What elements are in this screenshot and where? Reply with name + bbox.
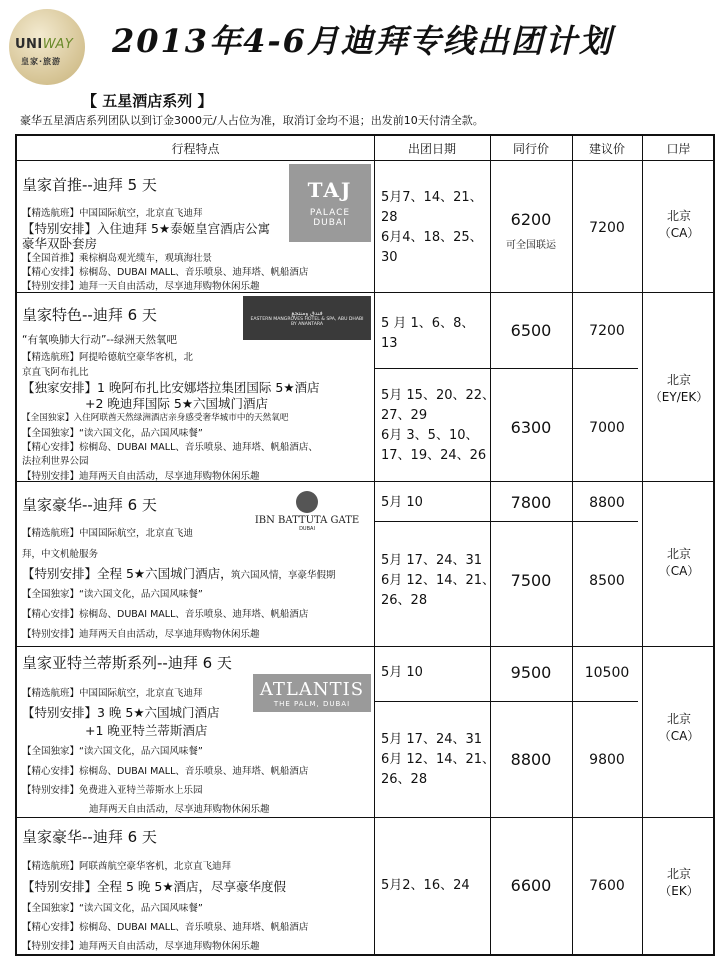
package-line: 【全国独家】“读六国文化，品六国风味餐” [22, 903, 203, 914]
departure-port [644, 372, 714, 406]
package-line: 【全国独家】入住阿联酋天然绿洲酒店亲身感受奢华城市中的天然氧吧 [22, 413, 289, 423]
port-city: 北京 [666, 373, 691, 387]
package-line: 【精心安排】棕榈岛、DUBAI MALL、音乐喷泉、迪拜塔、帆船酒店 [22, 267, 309, 278]
suggested-price: 8800 [589, 495, 625, 511]
hotel-logo-sub: PALACE [309, 208, 351, 218]
hotel-logo-sub: فندق ومنتجع [291, 309, 323, 317]
hotel-logo-sub: DUBAI [313, 218, 347, 228]
port-airline: （CA） [658, 226, 700, 240]
trade-price: 6200 [510, 210, 552, 229]
package-title: 皇家豪华--迪拜 6 天 [22, 496, 157, 514]
header-suggest-price: 建议价 [588, 142, 625, 156]
package-line: 【特别安排】迪拜一天自由活动，尽享迪拜购物休闲乐趣 [22, 281, 260, 292]
hotel-logo-name: EASTERN MANGROVES HOTEL & SPA, ABU DHABI [250, 316, 364, 322]
package-line: 【精选航班】阿提哈德航空豪华客机，北 [22, 352, 194, 363]
package-line: 【特别安排】全程 5 晚 5★酒店，尽享豪华度假 [22, 879, 287, 894]
date-line: 26、28 [381, 772, 428, 787]
date-line: 5月 10 [381, 495, 423, 510]
ibn-battuta-hotel-logo [249, 488, 365, 534]
package-line: “有氧唤肺大行动”--绿洲天然氧吧 [22, 334, 177, 346]
package-line: 【特别安排】免费进入亚特兰蒂斯水上乐园 [22, 785, 203, 796]
trade-price: 9500 [510, 663, 552, 682]
date-line: 30 [381, 250, 398, 265]
table-divider [374, 136, 375, 954]
hotel-logo-sub: BY ANANTARA [290, 321, 324, 327]
package-line: 【全国独家】“读六国文化，品六国风味餐” [22, 428, 203, 439]
table-divider [374, 368, 638, 369]
date-line: 5月 17、24、31 [381, 553, 483, 568]
package-line: 【精心安排】棕榈岛、DUBAI MALL、音乐喷泉、迪拜塔、帆船酒店、 [22, 442, 318, 453]
table-divider [642, 136, 643, 954]
suggested-price: 9800 [589, 752, 625, 768]
trade-price: 6500 [510, 321, 552, 340]
port-city: 北京 [666, 712, 691, 726]
package-line: 【精选航班】中国国际航空，北京直飞迪 [22, 528, 194, 539]
taj-hotel-logo [289, 164, 371, 242]
date-line: 6月 3、5、10、 [381, 428, 479, 443]
package-line: 法拉利世界公园 [22, 456, 89, 467]
hotel-logo-sub: THE PALM, DUBAI [273, 699, 351, 708]
departure-dates [381, 314, 474, 354]
trade-price: 6600 [510, 876, 552, 895]
package-line: 【精心安排】棕榈岛、DUBAI MALL、音乐喷泉、迪拜塔、帆船酒店 [22, 766, 309, 777]
table-divider [17, 646, 713, 647]
package-line: 【全国独家】“读六国文化，品六国风味餐” [22, 589, 203, 600]
package-line: 【精选航班】中国国际航空，北京直飞迪拜 [22, 688, 203, 699]
port-city: 北京 [666, 867, 691, 881]
departure-port [644, 546, 714, 580]
table-divider [490, 136, 491, 954]
port-city: 北京 [666, 547, 691, 561]
header-port: 口岸 [666, 142, 691, 156]
package-line: 京直飞阿布扎比 [22, 367, 89, 378]
date-line: 5月2、16、24 [381, 878, 470, 893]
port-airline: （EY/EK） [649, 390, 709, 404]
suggested-price: 8500 [589, 573, 625, 589]
brand-tagline: 皇家·旅游 [21, 57, 62, 66]
departure-dates [381, 551, 495, 611]
port-airline: （EK） [659, 884, 699, 898]
suggested-price: 7200 [589, 323, 625, 339]
package-title: 皇家亚特兰蒂斯系列--迪拜 6 天 [22, 654, 232, 672]
package-line: 【精心安排】棕榈岛、DUBAI MALL、音乐喷泉、迪拜塔、帆船酒店 [22, 922, 309, 933]
series-heading: 【 五星酒店系列 】 [82, 92, 213, 110]
departure-dates [381, 386, 495, 466]
departure-port [644, 208, 714, 242]
port-airline: （CA） [658, 729, 700, 743]
package-line: 【特别安排】3 晚 5★六国城门酒店 [22, 705, 220, 720]
date-line: 5 月 1、6、8、 [381, 316, 475, 331]
port-city: 北京 [666, 209, 691, 223]
package-line: 【独家安排】1 晚阿布扎比安娜塔拉集团国际 5★酒店 [22, 380, 320, 395]
departure-port [644, 866, 714, 900]
package-title: 皇家豪华--迪拜 6 天 [22, 828, 157, 846]
package-title: 皇家首推--迪拜 5 天 [22, 176, 157, 194]
package-line: 迪拜两天自由活动，尽享迪拜购物休闲乐趣 [89, 804, 270, 815]
table-divider [374, 521, 638, 522]
suggested-price: 7000 [589, 420, 625, 436]
departure-dates [381, 730, 495, 790]
date-line: 5月 17、24、31 [381, 732, 483, 747]
package-line: 拜，中文机舱服务 [22, 549, 99, 560]
package-line: 【全国独家】“读六国文化，品六国风味餐” [22, 746, 203, 757]
date-line: 6月 12、14、21、 [381, 573, 496, 588]
brand-logo-text: UNIWAY [15, 37, 74, 52]
eastern-mangroves-hotel-logo [243, 296, 371, 340]
itinerary-table [15, 134, 715, 956]
booking-note: 豪华五星酒店系列团队以到订金3000元/人占位为准，取消订金均不退；出发前10天付清全款。 [20, 114, 484, 127]
package-line: +1 晚亚特兰蒂斯酒店 [85, 723, 208, 738]
hotel-logo-sub: DUBAI [299, 525, 315, 532]
package-line: 【精选航班】中国国际航空，北京直飞迪拜 [22, 208, 203, 219]
package-line: 【特别安排】入住迪拜 5★泰姬皇宫酒店公寓 [22, 221, 271, 236]
date-line: 27、29 [381, 408, 428, 423]
date-line: 6月 12、14、21、 [381, 752, 496, 767]
header-itinerary: 行程特点 [171, 142, 220, 156]
atlantis-hotel-logo [253, 674, 371, 712]
package-line: 【特别安排】迪拜两天自由活动，尽享迪拜购物休闲乐趣 [22, 471, 260, 482]
date-line: 5月7、14、21、 [381, 190, 483, 205]
package-line: 【精选航班】阿联酋航空豪华客机，北京直飞迪拜 [22, 861, 232, 872]
suggested-price: 7600 [589, 878, 625, 894]
date-line: 26、28 [381, 593, 428, 608]
package-line: 【特别安排】全程 5★六国城门酒店， [22, 566, 233, 581]
trade-price: 6300 [510, 418, 552, 437]
brand-logo [9, 9, 85, 85]
table-divider [17, 160, 713, 161]
date-line: 13 [381, 336, 398, 351]
hotel-logo-name: IBN BATTUTA GATE [254, 514, 360, 526]
page-title: 2013年4-6月迪拜专线出团计划 [112, 22, 613, 60]
departure-dates [381, 876, 470, 896]
price-note: 可全国联运 [506, 240, 556, 251]
date-line: 17、19、24、26 [381, 448, 487, 463]
table-divider [572, 136, 573, 954]
hotel-logo-name: TAJ [307, 178, 353, 202]
package-title: 皇家特色--迪拜 6 天 [22, 306, 157, 324]
hotel-logo-name: ATLANTIS [259, 678, 365, 700]
departure-dates [381, 663, 423, 683]
date-line: 5月 15、20、22、 [381, 388, 496, 403]
package-line: 豪华双卧套房 [22, 236, 98, 251]
port-airline: （CA） [658, 564, 700, 578]
suggested-price: 10500 [584, 665, 630, 681]
package-line: 筑六国风情，享豪华假期 [231, 570, 336, 581]
package-line: 【特别安排】迪拜两天自由活动，尽享迪拜购物休闲乐趣 [22, 629, 260, 640]
date-line: 6月4、18、25、 [381, 230, 483, 245]
trade-price: 8800 [510, 750, 552, 769]
date-line: 5月 10 [381, 665, 423, 680]
departure-dates [381, 188, 483, 268]
table-divider [17, 292, 713, 293]
departure-dates [381, 493, 423, 513]
package-line: 【特别安排】迪拜两天自由活动，尽享迪拜购物休闲乐趣 [22, 941, 260, 952]
header-trade-price: 同行价 [512, 142, 549, 156]
trade-price: 7500 [510, 571, 552, 590]
header-dates: 出团日期 [407, 142, 456, 156]
package-line: +2 晚迪拜国际 5★六国城门酒店 [85, 396, 269, 411]
departure-port [644, 711, 714, 745]
trade-price: 7800 [510, 493, 552, 512]
table-divider [17, 817, 713, 818]
suggested-price: 7200 [589, 220, 625, 236]
package-line: 【全国首推】乘棕榈岛观光缆车，观填海壮景 [22, 253, 213, 264]
package-line: 【精心安排】棕榈岛、DUBAI MALL、音乐喷泉、迪拜塔、帆船酒店 [22, 609, 309, 620]
date-line: 28 [381, 210, 398, 225]
hotel-emblem-icon [296, 491, 318, 513]
table-divider [374, 701, 638, 702]
